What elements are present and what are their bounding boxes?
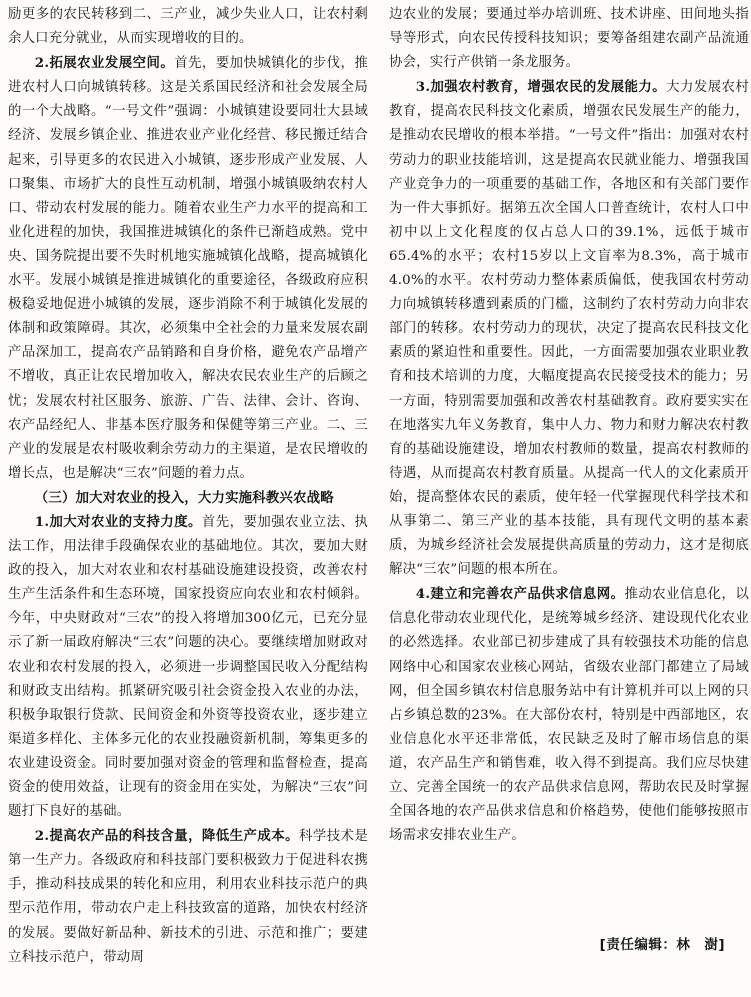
editor-credit: [责任编辑：林 澍] [599, 937, 725, 953]
right-column [389, 3, 749, 988]
paragraph-text: 首先，要加强农业立法、执法工作，用法律手段确保农业的基础地位。其次，要加大财政的投入，加大对农业和农村基础设施建设投资，改善农村生产生活条件和生态环境，国家投资应向农业和农村倾斜。今年，中央财政对“三农”的投入将增加300亿元，已充分显示了新一届政府解决“三农”问题的决心。要继续增加财政对农业和农村发展的投入，必须进一步调整国民收入分配结构和财政支出结构。抓紧研究吸引社会资金投入农业的办法，积极争取银行贷款、民间资金和外资等投资农业，逐步建立渠道多样化、主体多元化的农业投融资新机制，筹集更多的农业建设资金。同时要加强对资金的管理和监督检查，提高资金的使用效益，让现有的资金用在实处，为解决“三农”问题打下良好的基础。 [8, 514, 368, 820]
paragraph-heading: 2.拓展农业发展空间。 [34, 55, 175, 72]
paragraph [389, 75, 749, 582]
paragraph [8, 51, 368, 486]
paragraph-text: 边农业的发展；要通过举办培训班、技术讲座、田间地头指导等形式，向农民传授科技知识；要筹备组建农副产品流通协会，实行产供销一条龙服务。 [389, 7, 749, 71]
left-column [8, 3, 368, 988]
paragraph-heading: 2.提高农产品的科技含量，降低生产成本。 [34, 828, 299, 845]
paragraph-heading: 3.加强农村教育，增强农民的发展能力。 [415, 79, 667, 96]
paragraph-text: 科学技术是第一生产力。各级政府和科技部门要积极致力于促进科农携手，推动科技成果的转化和应用，利用农业科技示范户的典型示范作用，带动农户走上科技致富的道路，加快农村经济的发展。要做好新品种、新技术的引进、示范和推广；要建立科技示范户，带动周 [8, 829, 368, 965]
paragraph [8, 510, 368, 824]
paragraph [8, 824, 368, 970]
paragraph-text: 大力发展农村教育，提高农民科技文化素质，增强农民发展生产的能力，是推动农民增收的根本举措。“一号文件”指出：加强对农村劳动力的职业技能培训，这是提高农民就业能力、增强我国产业竞争力的一项重要的基础工作，各地区和有关部门要作为一件大事抓好。据第五次全国人口普查统计，农村人口中初中以上文化程度的仅占总人口的39.1%，远低于城市65.4%的水平；农村15岁以上文盲率为8.3%，高于城市4.0%的水平。农村劳动力整体素质偏低，使我国农村劳动力向城镇转移遭到素质的门槛，这制约了农村劳动力向非农部门的转移。农村劳动力的现状，决定了提高农民科技文化素质的紧迫性和重要性。因此，一方面需要加强农业职业教育和技术培训的力度，大幅度提高农民接受技术的能力；另一方面，特别需要加强和改善农村基础教育。政府要实实在在地落实九年义务教育，集中人力、物力和财力解决农村教育的基础设施建设，增加农村教师的数量，提高农村教师的待遇，从而提高农村教育质量。从提高一代人的文化素质开始，提高整体农民的素质，使年轻一代掌握现代科学技术和从事第二、第三产业的基本技能，具有现代文明的基本素质，为城乡经济社会发展提供高质量的劳动力，这才是彻底解决“三农”问题的根本所在。 [389, 80, 749, 578]
paragraph [389, 582, 749, 848]
paragraph-text: 首先，要加快城镇化的步伐，推进农村人口向城镇转移。这是关系国民经济和社会发展全局的一个大战略。“一号文件”强调：小城镇建设要同壮大县域经济、发展乡镇企业、推进农业产业化经营、移民搬迁结合起来，引导更多的农民进入小城镇，逐步形成产业发展、人口聚集、市场扩大的良性互动机制，增强小城镇吸纳农村人口、带动农村发展的能力。随着农业生产力水平的提高和工业化进程的加快，我国推进城镇化的条件已渐趋成熟。党中央、国务院提出要不失时机地实施城镇化战略，提高城镇化水平。发展小城镇是推进城镇化的重要途径，各级政府应积极稳妥地促进小城镇的发展，逐步消除不利于城镇化发展的体制和政策障碍。其次，必须集中全社会的力量来发展农副产品深加工，提高农产品销路和自身价格，避免农产品增产不增收，真正让农民增加收入，解决农民农业生产的后顾之忧；发展农村社区服务、旅游、广告、法律、会计、咨询、农产品经纪人、非基本医疗服务和保健等第三产业。二、三产业的发展是农村吸收剩余劳动力的主渠道，是农民增收的增长点，也是解决“三农”问题的着力点。 [8, 56, 368, 481]
paragraph-text: 推动农业信息化，以信息化带动农业现代化，是统筹城乡经济、建设现代化农业的必然选择。农业部已初步建成了具有较强技术功能的信息网络中心和国家农业核心网站，省级农业部门都建立了局域网，但全国乡镇农村信息服务站中有计算机并可以上网的只占乡镇总数的23%。在大部份农村，特别是中西部地区，农业信息化水平还非常低，农民缺乏及时了解市场信息的渠道，农产品生产和销售难，收入得不到提高。我们应尽快建立、完善全国统一的农产品供求信息网，帮助农民及时掌握全国各地的农产品供求信息和价格趋势，使他们能够按照市场需求安排农业生产。 [389, 587, 749, 844]
paragraph-heading: 1.加大对农业的支持力度。 [34, 513, 202, 530]
paragraph [8, 3, 368, 51]
paragraph-text: 励更多的农民转移到二、三产业，减少失业人口，让农村剩余人口充分就业，从而实现增收的目的。 [8, 7, 368, 47]
paragraph [389, 3, 749, 75]
paragraph-heading: 4.建立和完善农产品供求信息网。 [415, 586, 625, 603]
section-heading: （三）加大对农业的投入，大力实施科教兴农战略 [34, 489, 334, 506]
